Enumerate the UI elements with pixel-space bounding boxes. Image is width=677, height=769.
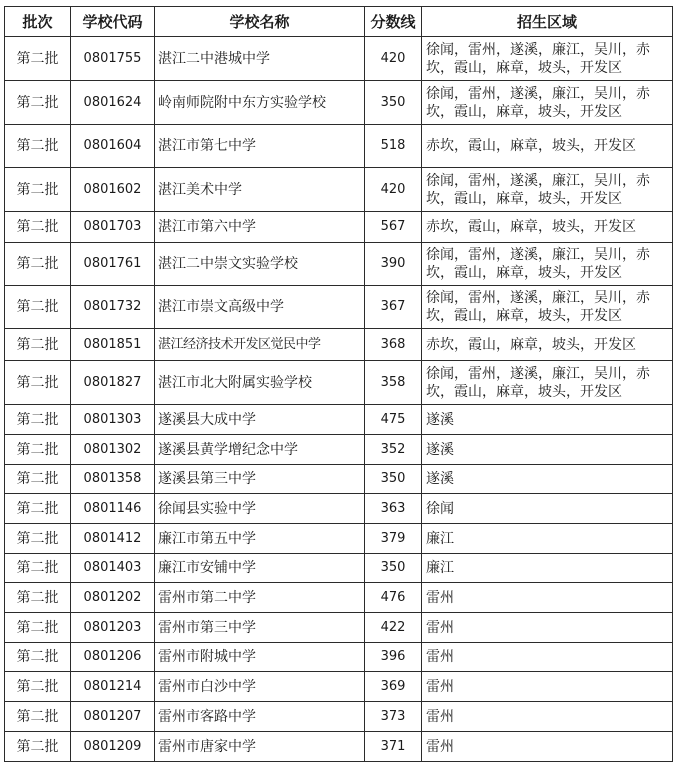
score-cell: 350 bbox=[365, 81, 422, 125]
batch-cell: 第二批 bbox=[5, 212, 71, 243]
area-cell: 赤坎，霞山，麻章，坡头，开发区 bbox=[422, 125, 673, 168]
school-name-cell: 廉江市第五中学 bbox=[155, 524, 365, 554]
school-name-cell: 湛江市第七中学 bbox=[155, 125, 365, 168]
code-cell: 0801202 bbox=[71, 583, 155, 613]
table-row bbox=[5, 81, 673, 125]
table-row bbox=[5, 286, 673, 329]
code-cell: 0801358 bbox=[71, 465, 155, 494]
table-row bbox=[5, 361, 673, 405]
school-name-cell: 湛江市崇文高级中学 bbox=[155, 286, 365, 329]
score-cell: 367 bbox=[365, 286, 422, 329]
school-name-cell: 湛江二中港城中学 bbox=[155, 37, 365, 81]
code-cell: 0801203 bbox=[71, 613, 155, 643]
code-cell: 0801755 bbox=[71, 37, 155, 81]
table-row bbox=[5, 672, 673, 702]
score-cell: 373 bbox=[365, 702, 422, 732]
score-cell: 369 bbox=[365, 672, 422, 702]
score-cell: 368 bbox=[365, 329, 422, 361]
school-name-cell: 湛江市北大附属实验学校 bbox=[155, 361, 365, 405]
area-cell: 雷州 bbox=[422, 583, 673, 613]
school-name-cell: 遂溪县大成中学 bbox=[155, 405, 365, 435]
batch-cell: 第二批 bbox=[5, 125, 71, 168]
code-cell: 0801827 bbox=[71, 361, 155, 405]
code-cell: 0801624 bbox=[71, 81, 155, 125]
area-cell: 廉江 bbox=[422, 554, 673, 583]
area-cell: 遂溪 bbox=[422, 405, 673, 435]
code-cell: 0801604 bbox=[71, 125, 155, 168]
batch-cell: 第二批 bbox=[5, 37, 71, 81]
area-cell: 廉江 bbox=[422, 524, 673, 554]
score-cell: 518 bbox=[365, 125, 422, 168]
table-row bbox=[5, 643, 673, 672]
area-cell: 雷州 bbox=[422, 702, 673, 732]
score-cell: 350 bbox=[365, 554, 422, 583]
batch-cell: 第二批 bbox=[5, 286, 71, 329]
batch-cell: 第二批 bbox=[5, 329, 71, 361]
batch-cell: 第二批 bbox=[5, 435, 71, 465]
batch-cell: 第二批 bbox=[5, 672, 71, 702]
table-row bbox=[5, 212, 673, 243]
school-name-cell: 徐闻县实验中学 bbox=[155, 494, 365, 524]
header-area: 招生区域 bbox=[422, 7, 673, 37]
table-row bbox=[5, 125, 673, 168]
table-row bbox=[5, 732, 673, 762]
school-name-cell: 湛江美术中学 bbox=[155, 168, 365, 212]
score-cell: 358 bbox=[365, 361, 422, 405]
batch-cell: 第二批 bbox=[5, 583, 71, 613]
code-cell: 0801761 bbox=[71, 243, 155, 286]
batch-cell: 第二批 bbox=[5, 243, 71, 286]
score-cell: 379 bbox=[365, 524, 422, 554]
header-score: 分数线 bbox=[365, 7, 422, 37]
area-cell: 遂溪 bbox=[422, 465, 673, 494]
score-cell: 475 bbox=[365, 405, 422, 435]
school-name-cell: 遂溪县黄学增纪念中学 bbox=[155, 435, 365, 465]
area-cell: 雷州 bbox=[422, 643, 673, 672]
area-cell: 雷州 bbox=[422, 613, 673, 643]
code-cell: 0801207 bbox=[71, 702, 155, 732]
code-cell: 0801412 bbox=[71, 524, 155, 554]
area-cell: 赤坎，霞山，麻章，坡头，开发区 bbox=[422, 212, 673, 243]
code-cell: 0801214 bbox=[71, 672, 155, 702]
school-name-cell: 雷州市第三中学 bbox=[155, 613, 365, 643]
table-row bbox=[5, 329, 673, 361]
batch-cell: 第二批 bbox=[5, 554, 71, 583]
table-row bbox=[5, 168, 673, 212]
code-cell: 0801732 bbox=[71, 286, 155, 329]
code-cell: 0801303 bbox=[71, 405, 155, 435]
area-cell: 赤坎，霞山，麻章，坡头，开发区 bbox=[422, 329, 673, 361]
code-cell: 0801703 bbox=[71, 212, 155, 243]
code-cell: 0801602 bbox=[71, 168, 155, 212]
school-name-cell: 湛江经济技术开发区觉民中学 bbox=[155, 329, 365, 361]
school-name-cell: 雷州市第二中学 bbox=[155, 583, 365, 613]
area-cell: 徐闻，雷州，遂溪，廉江，吴川，赤坎，霞山，麻章，坡头，开发区 bbox=[422, 37, 673, 81]
area-cell: 雷州 bbox=[422, 732, 673, 762]
area-cell: 遂溪 bbox=[422, 435, 673, 465]
code-cell: 0801146 bbox=[71, 494, 155, 524]
header-code: 学校代码 bbox=[71, 7, 155, 37]
batch-cell: 第二批 bbox=[5, 405, 71, 435]
code-cell: 0801206 bbox=[71, 643, 155, 672]
area-cell: 徐闻 bbox=[422, 494, 673, 524]
area-cell: 徐闻，雷州，遂溪，廉江，吴川，赤坎，霞山，麻章，坡头，开发区 bbox=[422, 361, 673, 405]
score-cell: 420 bbox=[365, 168, 422, 212]
header-row bbox=[5, 7, 673, 37]
admission-table bbox=[4, 6, 673, 762]
school-name-cell: 湛江市第六中学 bbox=[155, 212, 365, 243]
code-cell: 0801851 bbox=[71, 329, 155, 361]
score-cell: 422 bbox=[365, 613, 422, 643]
batch-cell: 第二批 bbox=[5, 494, 71, 524]
school-name-cell: 雷州市唐家中学 bbox=[155, 732, 365, 762]
table-row bbox=[5, 583, 673, 613]
table-row bbox=[5, 243, 673, 286]
school-name-cell: 廉江市安铺中学 bbox=[155, 554, 365, 583]
score-cell: 476 bbox=[365, 583, 422, 613]
school-name-cell: 岭南师院附中东方实验学校 bbox=[155, 81, 365, 125]
batch-cell: 第二批 bbox=[5, 524, 71, 554]
batch-cell: 第二批 bbox=[5, 81, 71, 125]
area-cell: 徐闻，雷州，遂溪，廉江，吴川，赤坎，霞山，麻章，坡头，开发区 bbox=[422, 168, 673, 212]
score-cell: 363 bbox=[365, 494, 422, 524]
score-cell: 420 bbox=[365, 37, 422, 81]
table-row bbox=[5, 702, 673, 732]
score-cell: 390 bbox=[365, 243, 422, 286]
school-name-cell: 遂溪县第三中学 bbox=[155, 465, 365, 494]
school-name-cell: 雷州市白沙中学 bbox=[155, 672, 365, 702]
table-row bbox=[5, 554, 673, 583]
batch-cell: 第二批 bbox=[5, 465, 71, 494]
batch-cell: 第二批 bbox=[5, 361, 71, 405]
table-row bbox=[5, 465, 673, 494]
code-cell: 0801209 bbox=[71, 732, 155, 762]
table-row bbox=[5, 435, 673, 465]
batch-cell: 第二批 bbox=[5, 702, 71, 732]
code-cell: 0801302 bbox=[71, 435, 155, 465]
batch-cell: 第二批 bbox=[5, 168, 71, 212]
area-cell: 徐闻，雷州，遂溪，廉江，吴川，赤坎，霞山，麻章，坡头，开发区 bbox=[422, 286, 673, 329]
school-name-cell: 雷州市客路中学 bbox=[155, 702, 365, 732]
batch-cell: 第二批 bbox=[5, 643, 71, 672]
table-row bbox=[5, 37, 673, 81]
header-batch: 批次 bbox=[5, 7, 71, 37]
table-row bbox=[5, 494, 673, 524]
area-cell: 雷州 bbox=[422, 672, 673, 702]
table-row bbox=[5, 613, 673, 643]
score-cell: 396 bbox=[365, 643, 422, 672]
batch-cell: 第二批 bbox=[5, 732, 71, 762]
score-cell: 352 bbox=[365, 435, 422, 465]
table-row bbox=[5, 405, 673, 435]
school-name-cell: 湛江二中崇文实验学校 bbox=[155, 243, 365, 286]
area-cell: 徐闻，雷州，遂溪，廉江，吴川，赤坎，霞山，麻章，坡头，开发区 bbox=[422, 81, 673, 125]
table-row bbox=[5, 524, 673, 554]
area-cell: 徐闻，雷州，遂溪，廉江，吴川，赤坎，霞山，麻章，坡头，开发区 bbox=[422, 243, 673, 286]
batch-cell: 第二批 bbox=[5, 613, 71, 643]
code-cell: 0801403 bbox=[71, 554, 155, 583]
score-cell: 371 bbox=[365, 732, 422, 762]
header-name: 学校名称 bbox=[155, 7, 365, 37]
score-cell: 567 bbox=[365, 212, 422, 243]
score-cell: 350 bbox=[365, 465, 422, 494]
school-name-cell: 雷州市附城中学 bbox=[155, 643, 365, 672]
